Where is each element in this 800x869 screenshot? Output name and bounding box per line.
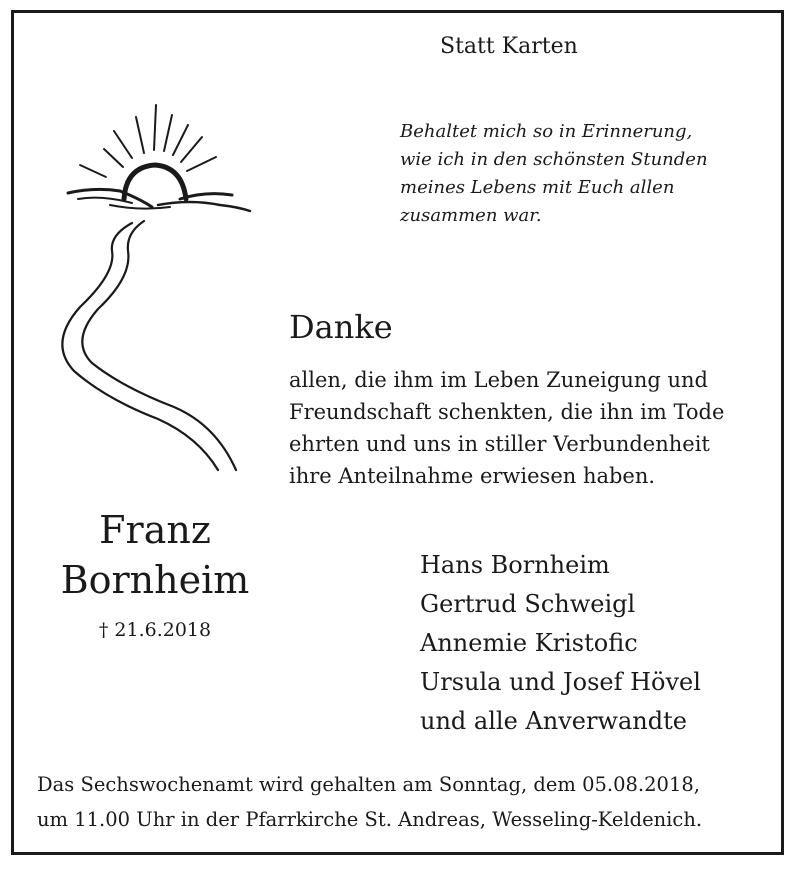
announcement-line: um 11.00 Uhr in der Pfarrkirche St. Andreas, Wesseling-Keldenich. <box>37 808 703 831</box>
mourner-name: und alle Anverwandte <box>420 707 687 735</box>
quote-line: zusammen war. <box>400 205 542 226</box>
sunrise-path-icon <box>40 95 260 480</box>
mourner-name: Annemie Kristofic <box>420 629 638 657</box>
deceased-last-name: Bornheim <box>60 558 250 602</box>
mourner-name: Gertrud Schweigl <box>420 590 636 618</box>
thanks-heading: Danke <box>289 308 393 346</box>
deceased-block <box>30 505 280 641</box>
thanks-line: Freundschaft schenkten, die ihn im Tode <box>289 400 725 424</box>
deceased-first-name: Franz <box>99 508 211 552</box>
quote-line: wie ich in den schönsten Stunden <box>400 149 708 170</box>
thanks-text <box>289 364 769 492</box>
memorial-quote <box>400 118 760 230</box>
mourner-name: Hans Bornheim <box>420 551 610 579</box>
mourner-name: Ursula und Josef Hövel <box>420 668 701 696</box>
mourners-list <box>420 546 701 741</box>
quote-line: Behaltet mich so in Erinnerung, <box>400 121 693 142</box>
thanks-line: allen, die ihm im Leben Zuneigung und <box>289 368 708 392</box>
notice-header: Statt Karten <box>440 34 578 59</box>
thanks-line: ihre Anteilnahme erwiesen haben. <box>289 464 656 488</box>
service-announcement <box>37 767 772 837</box>
death-date: † 21.6.2018 <box>98 619 212 641</box>
quote-line: meines Lebens mit Euch allen <box>400 177 675 198</box>
announcement-line: Das Sechswochenamt wird gehalten am Sonntag, dem 05.08.2018, <box>37 773 700 796</box>
thanks-line: ehrten und uns in stiller Verbundenheit <box>289 432 710 456</box>
